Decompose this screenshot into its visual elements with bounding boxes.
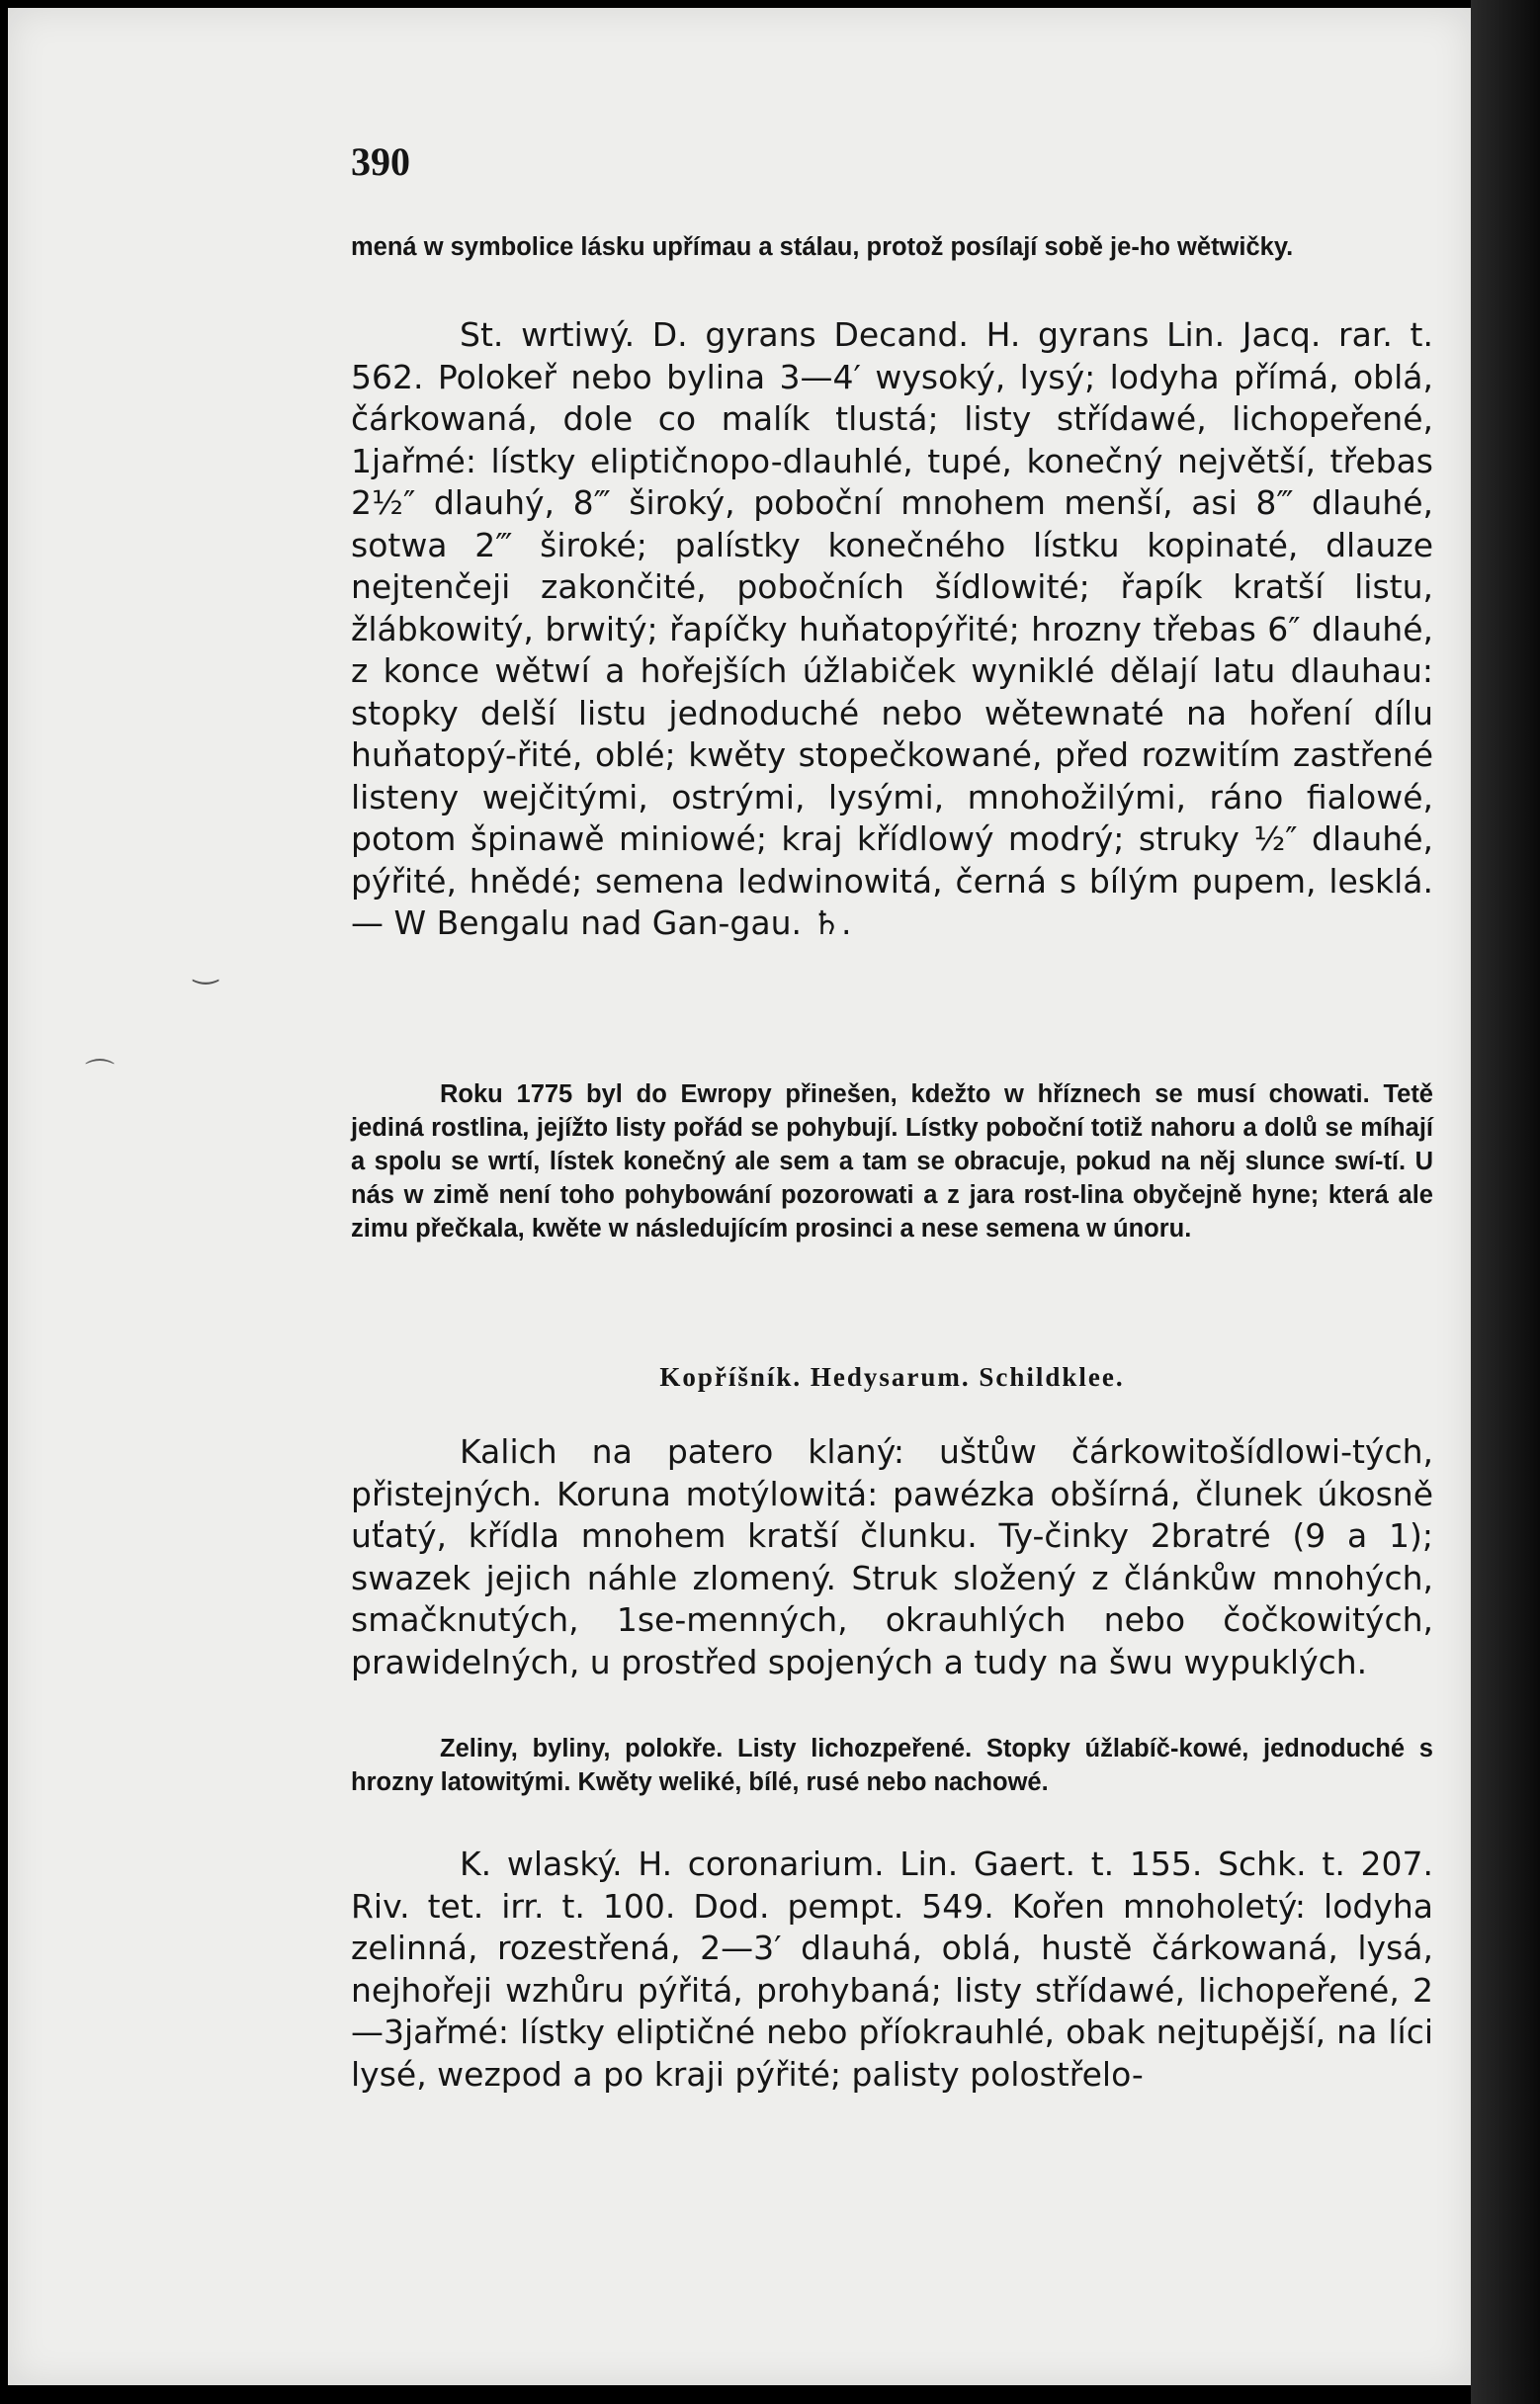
species-description-wrtiwy: St. wrtiwý. D. gyrans Decand. H. gyrans Lin. Jacq. rar. t. 562. Polokeř nebo bylina 3—4′ wysoký, lysý; lodyha přímá, oblá, čárkowaná, dole co malík tlustá; listy střídawé, lichopeřené, 1jařmé: lístky eliptičnopo-dlauhlé, tupé, konečný největší, třebas 2½″ dlauhý, 8‴ široký, poboční mnohem menší, asi 8‴ dlauhé, sotwa 2‴ široké; palístky konečného lístku kopinaté, dlauze nejtenčeji zakončité, pobočních šídlowité; řapík kratší listu, žlábkowitý, brwitý; řapíčky huňatopýřité; hrozny třebas 6″ dlauhé, z konce wětwí a hořejších úžlabiček wyniklé dělají latu dlauhau: stopky delší listu jednoduché nebo wětewnaté na hoření dílu huňatopý-řité, oblé; kwěty stopečkowané, před rozwitím zastřené listeny wejčitými, ostrými, lysými, mnohožilými, ráno fialowé, potom špinawě miniowé; kraj křídlowý modrý; struky ½″ dlauhé, pýřité, hnědé; semena ledwinowitá, černá s bílým pupem, lesklá. — W Bengalu nad Gan-gau. ♄. [351,315,1433,942]
margin-mark: ‿ [194,951,218,986]
genus-description: Kalich na patero klaný: uštůw čárkowitošídlowi-tých, přistejných. Koruna motýlowitá: pawézka obšírná, člunek úkosně uťatý, křídla mnohem kratší člunku. Ty-činky 2bratré (9 a 1); swazek jejich náhle zlomený. Struk složený z článkůw mnohých, smačknutých, 1se-menných, okrauhlých nebo čočkowitých, prawidelných, u prostřed spojených a tudy na šwu wypuklých. [351,1432,1433,1681]
species-description-wlasky: K. wlaský. H. coronarium. Lin. Gaert. t. 155. Schk. t. 207. Riv. tet. irr. t. 100. Dod. pempt. 549. Kořen mnoholetý: lodyha zelinná, rozestřená, 2—3′ dlauhá, oblá, hustě čárkowaná, lysá, nejhořeji wzhůru pýřitá, prohybaná; listy střídawé, lichopeřené, 2—3jařmé: lístky eliptičné nebo příokrauhlé, obak nejtupější, na líci lysé, wezpod a po kraji pýřité; palisty polostřelo- [351,1845,1433,2094]
margin-mark-2: ⌒ [85,1058,115,1092]
genus-note: Zeliny, byliny, polokře. Listy lichozpeřené. Stopky úžlabíč-kowé, jednoduché s hrozny latowitými. Kwěty weliké, bílé, rusé nebo nachowé. [351,1735,1433,1796]
page-number: 390 [351,139,410,184]
page-edge-shadow [1471,0,1540,2404]
species-note-wrtiwy: Roku 1775 byl do Ewropy přinešen, kdežto w hříznech se musí chowati. Tetě jediná rostlina, jejížto listy pořád se pohybují. Lístky poboční totiž nahoru a dolů se míhají a spolu se wrtí, lístek konečný ale sem a tam se obracuje, pokud na něj slunce swí-tí. U nás w zimě není toho pohybowání pozorowati a z jara rost-lina obyčejně hyne; která ale zimu přečkala, kwěte w následujícím prosinci a nese semena w únoru. [351,1080,1433,1243]
top-note: mená w symbolice lásku upřímau a stálau, protož posílají sobě je-ho wětwičky. [351,233,1294,261]
genus-heading: Kopříšník. Hedysarum. Schildklee. [659,1362,1125,1392]
